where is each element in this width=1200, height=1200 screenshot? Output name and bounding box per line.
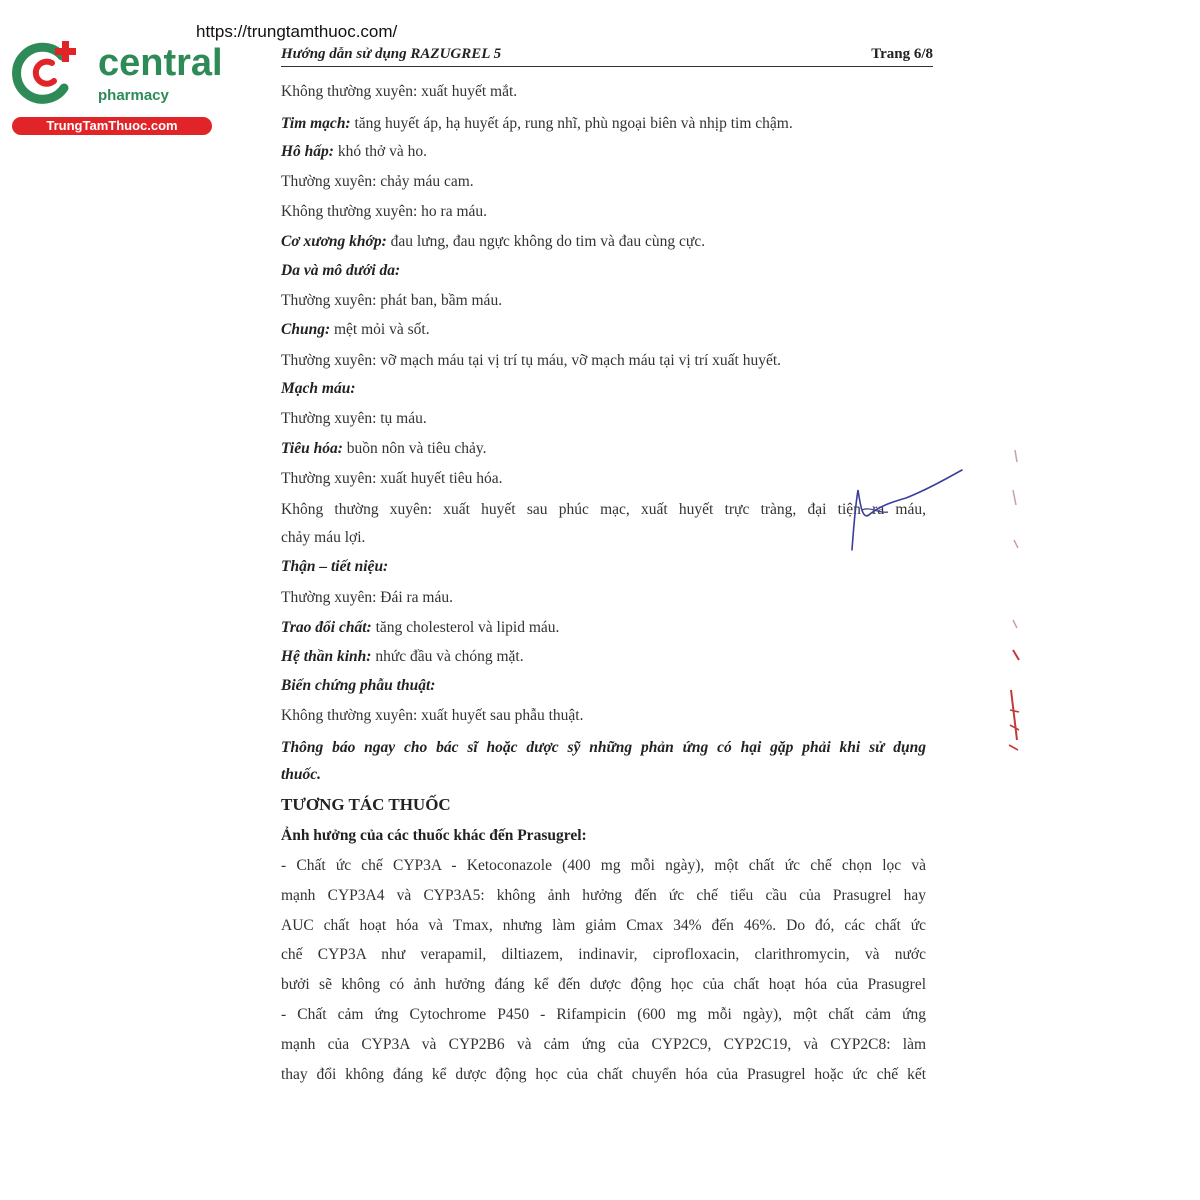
logo-subtitle: pharmacy bbox=[98, 87, 169, 104]
category-label: Trao đổi chất: bbox=[281, 619, 372, 636]
warning-note: Thông báo ngay cho bác sĩ hoặc dược sỹ những phản ứng có hại gặp phải khi sử dụng bbox=[281, 739, 926, 756]
page-header bbox=[281, 44, 933, 67]
text-line: Không thường xuyên: ho ra máu. bbox=[281, 203, 488, 220]
category-label: Hô hấp: bbox=[281, 143, 334, 160]
category-text: mệt mỏi và sốt. bbox=[330, 321, 430, 338]
text-line bbox=[281, 233, 705, 251]
text-line bbox=[281, 115, 793, 133]
text-line: Thường xuyên: tụ máu. bbox=[281, 410, 427, 427]
page-number: Trang 6/8 bbox=[871, 46, 933, 62]
category-text: buồn nôn và tiêu chảy. bbox=[342, 440, 487, 457]
category-label: Tiêu hóa: bbox=[281, 440, 343, 457]
category-text: khó thở và ho. bbox=[333, 143, 427, 160]
text-line: Thường xuyên: phát ban, bầm máu. bbox=[281, 292, 503, 309]
section-heading: TƯƠNG TÁC THUỐC bbox=[281, 795, 451, 814]
category-label: Tim mạch: bbox=[281, 115, 351, 132]
category-text: tăng huyết áp, hạ huyết áp, rung nhĩ, phù ngoại biên và nhịp tim chậm. bbox=[350, 115, 793, 132]
text-line: chảy máu lợi. bbox=[281, 529, 366, 546]
category-label: Biến chứng phẫu thuật: bbox=[281, 677, 436, 694]
text-line: Thường xuyên: vỡ mạch máu tại vị trí tụ máu, vỡ mạch máu tại vị trí xuất huyết. bbox=[281, 352, 782, 369]
subsection-heading: Ảnh hưởng của các thuốc khác đến Prasugrel: bbox=[281, 827, 587, 844]
text-line: Thường xuyên: Đái ra máu. bbox=[281, 589, 453, 606]
text-line: Không thường xuyên: xuất huyết mắt. bbox=[281, 83, 518, 100]
logo-banner: TrungTamThuoc.com bbox=[12, 117, 212, 135]
category-label: Cơ xương khớp: bbox=[281, 233, 387, 250]
category-label: Thận – tiết niệu: bbox=[281, 558, 389, 575]
text-line bbox=[281, 143, 427, 161]
paragraph-line: chế CYP3A như verapamil, diltiazem, indinavir, ciprofloxacin, clarithromycin, và nước bbox=[281, 946, 926, 963]
category-text: đau lưng, đau ngực không do tim và đau cùng cực. bbox=[386, 233, 706, 250]
document-title: Hướng dẫn sử dụng RAZUGREL 5 bbox=[281, 46, 502, 62]
source-url[interactable]: https://trungtamthuoc.com/ bbox=[196, 22, 398, 41]
text-line: Không thường xuyên: xuất huyết sau phẫu thuật. bbox=[281, 707, 584, 724]
logo-wordmark: central bbox=[98, 42, 223, 84]
paragraph-line: - Chất cảm ứng Cytochrome P450 - Rifampicin (600 mg mỗi ngày), một chất cảm ứng bbox=[281, 1006, 926, 1023]
pharmacy-cross-logo-icon bbox=[10, 38, 90, 108]
paragraph-line: thay đổi không đáng kể dược động học của chất chuyển hóa của Prasugrel hoặc ức chế kết bbox=[281, 1066, 926, 1083]
category-label: Chung: bbox=[281, 321, 331, 338]
signature-scribble bbox=[840, 462, 970, 557]
text-line: Thường xuyên: xuất huyết tiêu hóa. bbox=[281, 470, 503, 487]
text-line bbox=[281, 440, 486, 458]
central-pharmacy-logo[interactable] bbox=[10, 38, 223, 138]
category-label: Mạch máu: bbox=[281, 380, 356, 397]
warning-note: thuốc. bbox=[281, 766, 322, 783]
category-label: Da và mô dưới da: bbox=[281, 262, 401, 279]
text-line bbox=[281, 619, 559, 637]
stamp-edge-mark bbox=[1005, 450, 1025, 760]
text-line bbox=[281, 321, 430, 339]
category-label: Hệ thần kinh: bbox=[281, 648, 372, 665]
text-line bbox=[281, 648, 524, 666]
category-text: tăng cholesterol và lipid máu. bbox=[371, 619, 560, 636]
text-line: Thường xuyên: chảy máu cam. bbox=[281, 173, 474, 190]
paragraph-line: AUC chất hoạt hóa và Tmax, nhưng làm giảm Cmax 34% đến 46%. Do đó, các chất ức bbox=[281, 917, 926, 934]
paragraph-line: bưởi sẽ không có ảnh hưởng đáng kể đến dược động học của chất hoạt hóa của Prasugrel bbox=[281, 976, 926, 993]
text-line: Không thường xuyên: xuất huyết sau phúc mạc, xuất huyết trực tràng, đại tiện ra máu, bbox=[281, 501, 926, 518]
paragraph-line: mạnh của CYP3A và CYP2B6 và cảm ứng của CYP2C9, CYP2C19, và CYP2C8: làm bbox=[281, 1036, 926, 1053]
paragraph-line: - Chất ức chế CYP3A - Ketoconazole (400 mg mỗi ngày), một chất ức chế chọn lọc và bbox=[281, 857, 926, 874]
category-text: nhức đầu và chóng mặt. bbox=[371, 648, 524, 665]
paragraph-line: mạnh CYP3A4 và CYP3A5: không ảnh hưởng đến ức chế tiểu cầu của Prasugrel hay bbox=[281, 887, 926, 904]
